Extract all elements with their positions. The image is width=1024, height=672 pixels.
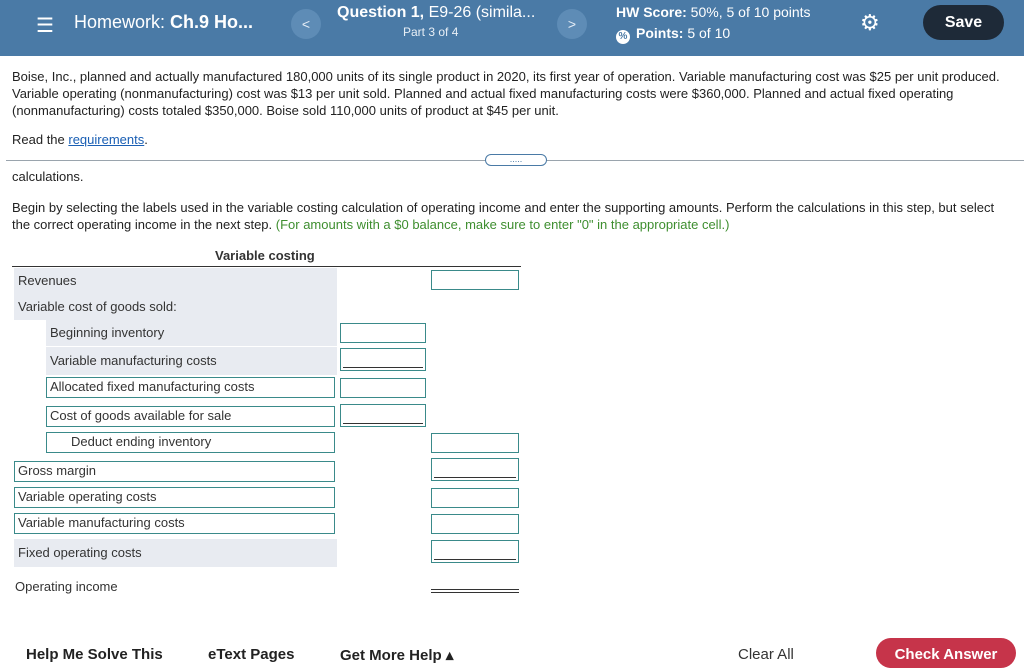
beginning-inventory-input[interactable] — [340, 323, 426, 343]
hw-score — [616, 4, 811, 20]
hw-score-label: HW Score: — [616, 4, 687, 20]
var-mfg-2-input[interactable] — [431, 514, 519, 534]
beginning-inventory-label[interactable]: Beginning inventory — [46, 320, 337, 346]
double-underline-top — [431, 589, 519, 590]
instruction-hint: (For amounts with a $0 balance, make sure to enter "0" in the appropriate cell.) — [275, 217, 730, 232]
read-suffix: . — [144, 132, 148, 147]
gross-margin-input[interactable] — [431, 458, 519, 481]
homework-prefix: Homework: — [74, 12, 171, 32]
get-more-help-button[interactable]: Get More Help ▴ — [340, 647, 454, 664]
gross-margin-label[interactable]: Gross margin — [14, 461, 335, 482]
var-mfg-costs-2-label[interactable]: Variable manufacturing costs — [14, 513, 335, 534]
deduct-ending-input[interactable] — [431, 433, 519, 453]
help-me-solve-button[interactable]: Help Me Solve This — [26, 646, 163, 663]
read-prefix: Read the — [12, 132, 69, 147]
points — [616, 25, 730, 44]
var-cogs-label[interactable]: Variable cost of goods sold: — [14, 294, 337, 320]
calculations-text: calculations. — [12, 169, 84, 184]
allocated-fixed-input[interactable] — [340, 378, 426, 398]
allocated-fixed-mfg-label[interactable]: Allocated fixed manufacturing costs — [46, 377, 335, 398]
instruction-main: Begin by selecting the labels used in the variable costing calculation of operating income and enter the supporting amounts. Perform the calculations in this step, but select the correct operating income in the next step. — [12, 200, 995, 232]
fixed-operating-input[interactable] — [431, 540, 519, 563]
top-bar — [0, 0, 1024, 56]
revenues-input[interactable] — [431, 270, 519, 290]
var-operating-costs-label[interactable]: Variable operating costs — [14, 487, 335, 508]
fixed-operating-costs-label[interactable]: Fixed operating costs — [14, 539, 337, 567]
hw-score-value: 50%, 5 of 10 points — [686, 4, 811, 20]
var-operating-input[interactable] — [431, 488, 519, 508]
question-title[interactable] — [337, 4, 535, 22]
table-heading: Variable costing — [215, 248, 315, 263]
double-underline-bottom — [431, 592, 519, 593]
chevron-left-icon: < — [301, 16, 311, 32]
expand-button[interactable]: ..... — [485, 154, 547, 166]
hamburger-icon[interactable]: ☰ — [36, 15, 54, 37]
percent-icon: % — [616, 30, 630, 44]
points-value: 5 of 10 — [683, 25, 731, 41]
check-answer-button[interactable]: Check Answer — [876, 638, 1016, 668]
points-label: Points: — [636, 25, 684, 41]
var-mfg-costs-label[interactable]: Variable manufacturing costs — [46, 347, 337, 375]
cogas-label[interactable]: Cost of goods available for sale — [46, 406, 335, 427]
heading-rule — [12, 266, 521, 267]
question-number: Question 1, — [337, 4, 425, 21]
clear-all-button[interactable]: Clear All — [738, 646, 794, 663]
read-requirements — [12, 132, 148, 147]
question-part: Part 3 of 4 — [403, 25, 459, 39]
homework-title[interactable] — [74, 12, 253, 33]
prev-question-button[interactable] — [291, 9, 321, 39]
instruction-text — [12, 199, 1012, 233]
cogas-input[interactable] — [340, 404, 426, 427]
requirements-link[interactable]: requirements — [68, 132, 145, 147]
deduct-ending-inventory-label[interactable]: Deduct ending inventory — [46, 432, 335, 453]
next-question-button[interactable] — [557, 9, 587, 39]
problem-text: Boise, Inc., planned and actually manufactured 180,000 units of its single product in 2020, its first year of operation. Variable manufacturing cost was $25 per unit produced. Variable operating (nonmanufacturing) cost was $13 per unit sold. Planned and actual fixed manufacturing costs were $360,000. Planned and actual fixed operating (nonmanufacturing) costs totaled $350,000. Boise sold 110,000 units of product at $45 per unit. — [12, 69, 1000, 118]
chevron-right-icon: > — [567, 16, 577, 32]
question-name: E9-26 (simila... — [424, 4, 536, 21]
var-mfg-costs-input[interactable] — [340, 348, 426, 371]
etext-pages-button[interactable]: eText Pages — [208, 646, 295, 663]
operating-income-label: Operating income — [15, 579, 118, 594]
homework-name: Ch.9 Ho... — [170, 12, 254, 32]
gear-icon[interactable]: ⚙ — [860, 10, 880, 35]
save-button[interactable]: Save — [923, 5, 1004, 40]
revenues-label[interactable]: Revenues — [14, 268, 337, 294]
